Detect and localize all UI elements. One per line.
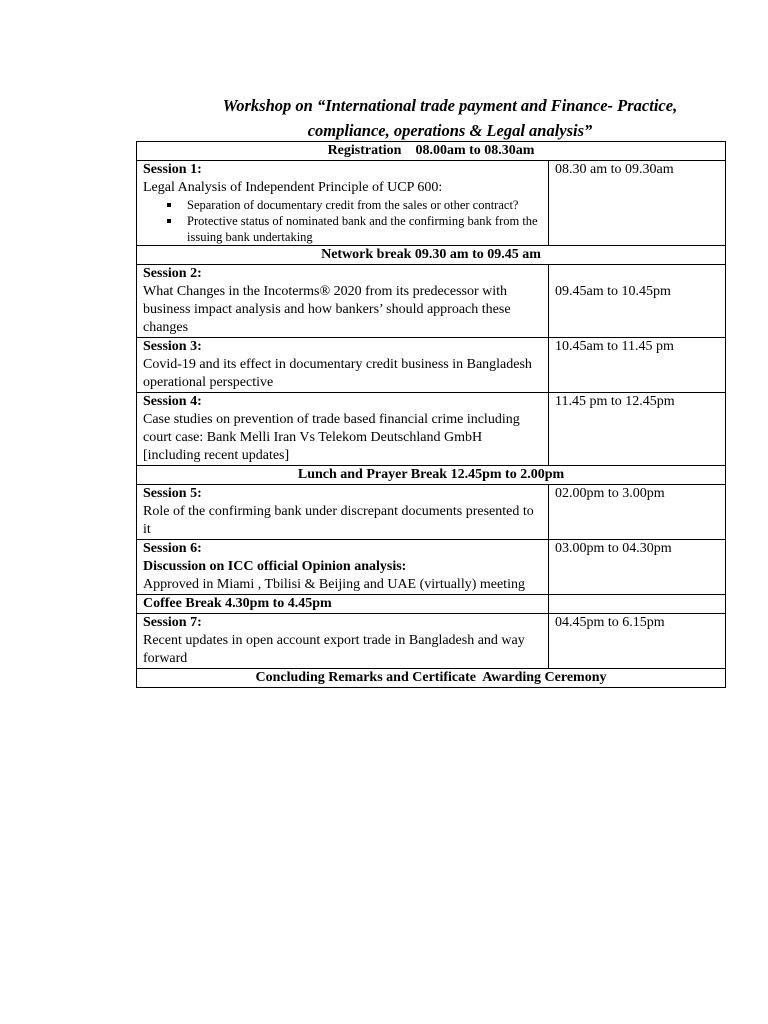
session-row-6 xyxy=(137,540,726,595)
session-6-text: Approved in Miami , Tbilisi & Beijing and UAE (virtually) meeting xyxy=(143,577,525,592)
coffee-break-empty-cell xyxy=(549,595,726,614)
session-6-time: 03.00pm to 04.30pm xyxy=(549,540,726,595)
session-row-7 xyxy=(137,614,726,669)
lunch-break-cell: Lunch and Prayer Break 12.45pm to 2.00pm xyxy=(137,466,726,485)
session-3-heading: Session 3: xyxy=(143,339,202,354)
session-2-content xyxy=(137,265,549,338)
network-break-cell: Network break 09.30 am to 09.45 am xyxy=(137,246,726,265)
coffee-break-row xyxy=(137,595,726,614)
session-6-content xyxy=(137,540,549,595)
session-2-text: What Changes in the Incoterms® 2020 from its predecessor with business impact analysis and how bankers’ should approach these changes xyxy=(143,284,511,335)
session-1-points xyxy=(143,197,542,245)
session-2-heading: Session 2: xyxy=(143,266,202,281)
session-3-text: Covid-19 and its effect in documentary credit business in Bangladesh operational perspective xyxy=(143,357,532,390)
registration-row xyxy=(137,142,726,161)
session-1-time: 08.30 am to 09.30am xyxy=(549,161,726,246)
document-title xyxy=(190,93,710,143)
session-1-point-1: Separation of documentary credit from the sales or other contract? xyxy=(187,197,542,213)
lunch-break-row xyxy=(137,466,726,485)
session-4-heading: Session 4: xyxy=(143,394,202,409)
session-4-content xyxy=(137,393,549,466)
session-4-text: Case studies on prevention of trade based financial crime including court case: Bank Melli Iran Vs Telekom Deutschland GmbH [including recent updates] xyxy=(143,412,520,463)
session-2-time xyxy=(549,265,726,338)
title-line-2: compliance, operations & Legal analysis” xyxy=(307,121,593,140)
network-break-row xyxy=(137,246,726,265)
session-7-heading: Session 7: xyxy=(143,615,202,630)
session-1-text: Legal Analysis of Independent Principle of UCP 600: xyxy=(143,180,443,195)
session-row-3 xyxy=(137,338,726,393)
closing-row xyxy=(137,669,726,688)
session-5-content xyxy=(137,485,549,540)
session-6-subheading: Discussion on ICC official Opinion analysis: xyxy=(143,559,407,574)
closing-cell: Concluding Remarks and Certificate Awarding Ceremony xyxy=(137,669,726,688)
session-1-content xyxy=(137,161,549,246)
session-row-4 xyxy=(137,393,726,466)
session-5-time: 02.00pm to 3.00pm xyxy=(549,485,726,540)
session-4-time: 11.45 pm to 12.45pm xyxy=(549,393,726,466)
session-3-time: 10.45am to 11.45 pm xyxy=(549,338,726,393)
title-line-1: Workshop on “International trade payment and Finance- Practice, xyxy=(222,96,678,115)
session-row-1 xyxy=(137,161,726,246)
session-5-text: Role of the confirming bank under discrepant documents presented to it xyxy=(143,504,534,537)
session-7-text: Recent updates in open account export trade in Bangladesh and way forward xyxy=(143,633,525,666)
session-7-time: 04.45pm to 6.15pm xyxy=(549,614,726,669)
session-1-heading: Session 1: xyxy=(143,162,202,177)
session-row-5 xyxy=(137,485,726,540)
agenda-table xyxy=(136,141,726,688)
coffee-break-cell: Coffee Break 4.30pm to 4.45pm xyxy=(137,595,549,614)
session-3-content xyxy=(137,338,549,393)
session-7-content xyxy=(137,614,549,669)
session-row-2 xyxy=(137,265,726,338)
session-5-heading: Session 5: xyxy=(143,486,202,501)
session-1-point-2: Protective status of nominated bank and the confirming bank from the issuing bank undertaking xyxy=(187,213,542,245)
session-6-heading: Session 6: xyxy=(143,541,202,556)
registration-cell: Registration 08.00am to 08.30am xyxy=(137,142,726,161)
session-2-time-text: 09.45am to 10.45pm xyxy=(555,284,671,299)
